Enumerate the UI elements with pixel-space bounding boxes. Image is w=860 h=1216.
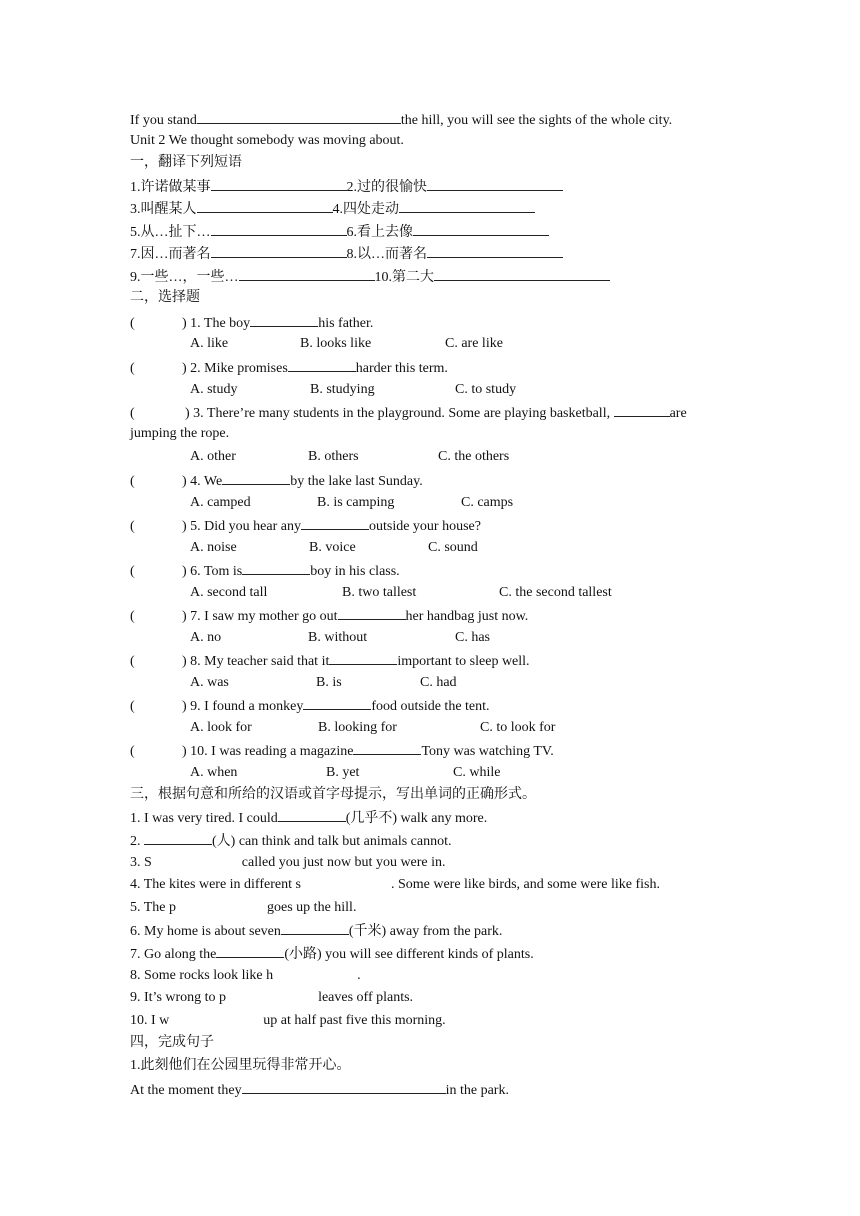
option-a[interactable]: A. no <box>190 630 222 645</box>
mc-options <box>190 719 555 737</box>
option-b[interactable]: B. without <box>308 630 368 645</box>
phrase-row: 3.叫醒某人 4.四处走动 <box>130 199 535 219</box>
answer-paren[interactable]: ) <box>182 609 187 624</box>
mc-options <box>190 381 516 399</box>
mc-options <box>190 629 490 647</box>
answer-blank[interactable] <box>144 831 212 845</box>
section-heading: 四，完成句子 <box>130 1035 214 1050</box>
fill-question: 2. (人) can think and talk but animals cannot. <box>130 831 452 851</box>
mc-question: ( ) 2. Mike promises harder this term. <box>130 358 448 378</box>
option-c[interactable]: C. the others <box>438 449 510 464</box>
section-heading: 三，根据句意和所给的汉语或首字母提示，写出单词的正确形式。 <box>130 787 536 802</box>
answer-blank[interactable] <box>301 516 369 530</box>
answer-blank[interactable] <box>197 199 333 213</box>
answer-blank[interactable] <box>614 403 670 417</box>
mc-options <box>190 494 513 512</box>
mc-options <box>190 539 478 557</box>
option-c[interactable]: C. while <box>453 765 501 780</box>
option-c[interactable]: C. has <box>455 630 490 645</box>
answer-blank[interactable] <box>211 222 347 236</box>
mc-question: ( ) 8. My teacher said that it important to sleep well. <box>130 651 530 671</box>
phrase-row: 9.一些…，一些… 10.第二大 <box>130 267 610 287</box>
answer-blank[interactable] <box>250 313 318 327</box>
answer-blank[interactable] <box>239 267 375 281</box>
complete-question-cn: 1.此刻他们在公园里玩得非常开心。 <box>130 1058 351 1073</box>
answer-paren[interactable]: ) <box>182 654 187 669</box>
section-heading: 二，选择题 <box>130 290 200 305</box>
answer-blank[interactable] <box>197 110 401 124</box>
option-c[interactable]: C. sound <box>428 540 478 555</box>
answer-paren[interactable]: ) <box>182 699 187 714</box>
option-b[interactable]: B. is camping <box>317 495 395 510</box>
option-b[interactable]: B. two tallest <box>342 585 417 600</box>
answer-blank[interactable] <box>413 222 549 236</box>
fill-question: 1. I was very tired. I could (几乎不) walk any more. <box>130 808 487 828</box>
mc-options <box>190 335 503 353</box>
answer-paren[interactable]: ) <box>185 406 190 421</box>
fill-question: 5. The p goes up the hill. <box>130 900 357 915</box>
mc-question-continued: jumping the rope. <box>130 426 230 441</box>
answer-blank[interactable] <box>434 267 610 281</box>
phrase-row: 7.因…而著名 8.以…而著名 <box>130 244 563 264</box>
option-a[interactable]: A. camped <box>190 495 251 510</box>
mc-question: ( ) 3. There’re many students in the playground. Some are playing basketball, are <box>130 403 687 423</box>
option-c[interactable]: C. to look for <box>480 720 556 735</box>
answer-paren[interactable]: ) <box>182 519 187 534</box>
answer-blank[interactable] <box>222 471 290 485</box>
option-b[interactable]: B. yet <box>326 765 360 780</box>
answer-blank[interactable] <box>329 651 397 665</box>
unit-title: Unit 2 We thought somebody was moving about. <box>130 133 404 148</box>
answer-blank[interactable] <box>399 199 535 213</box>
option-b[interactable]: B. others <box>308 449 359 464</box>
mc-options <box>190 584 612 602</box>
answer-paren[interactable]: ) <box>182 361 187 376</box>
option-c[interactable]: C. had <box>420 675 457 690</box>
phrase-row: 5.从…扯下… 6.看上去像 <box>130 222 549 242</box>
section-heading: 一，翻译下列短语 <box>130 155 242 170</box>
option-a[interactable]: A. other <box>190 449 236 464</box>
complete-question: At the moment they in the park. <box>130 1080 509 1100</box>
option-a[interactable]: A. like <box>190 336 229 351</box>
answer-blank[interactable] <box>353 741 421 755</box>
option-b[interactable]: B. voice <box>309 540 356 555</box>
answer-blank[interactable] <box>211 244 347 258</box>
option-b[interactable]: B. looks like <box>300 336 372 351</box>
mc-question: ( ) 7. I saw my mother go out her handbag just now. <box>130 606 528 626</box>
mc-question: ( ) 5. Did you hear any outside your house? <box>130 516 481 536</box>
answer-paren[interactable]: ) <box>182 744 187 759</box>
fill-question: 3. S called you just now but you were in. <box>130 855 446 870</box>
option-b[interactable]: B. studying <box>310 382 375 397</box>
fill-question: 10. I w up at half past five this morning. <box>130 1013 446 1028</box>
option-b[interactable]: B. looking for <box>318 720 397 735</box>
option-a[interactable]: A. noise <box>190 540 237 555</box>
mc-options <box>190 448 509 466</box>
answer-blank[interactable] <box>338 606 406 620</box>
phrase-row: 1.许诺做某事 2.过的很愉快 <box>130 177 563 197</box>
option-b[interactable]: B. is <box>316 675 342 690</box>
option-a[interactable]: A. was <box>190 675 229 690</box>
answer-blank[interactable] <box>216 944 284 958</box>
fill-question: 4. The kites were in different s . Some were like birds, and some were like fish. <box>130 877 660 892</box>
intro-sentence: If you stand the hill, you will see the sights of the whole city. <box>130 110 672 130</box>
answer-blank[interactable] <box>242 561 310 575</box>
answer-blank[interactable] <box>427 177 563 191</box>
option-c[interactable]: C. camps <box>461 495 514 510</box>
mc-options <box>190 674 457 692</box>
mc-question: ( ) 1. The boy his father. <box>130 313 373 333</box>
mc-question: ( ) 6. Tom is boy in his class. <box>130 561 400 581</box>
option-a[interactable]: A. second tall <box>190 585 268 600</box>
answer-blank[interactable] <box>281 921 349 935</box>
answer-blank[interactable] <box>303 696 371 710</box>
option-a[interactable]: A. when <box>190 765 238 780</box>
answer-blank[interactable] <box>278 808 346 822</box>
mc-options <box>190 764 500 782</box>
fill-question: 8. Some rocks look like h . <box>130 968 361 983</box>
option-c[interactable]: C. the second tallest <box>499 585 612 600</box>
answer-paren[interactable]: ) <box>182 564 187 579</box>
answer-blank[interactable] <box>211 177 347 191</box>
option-a[interactable]: A. study <box>190 382 238 397</box>
mc-question: ( ) 10. I was reading a magazine Tony was watching TV. <box>130 741 554 761</box>
answer-blank[interactable] <box>242 1080 446 1094</box>
fill-question: 9. It’s wrong to p leaves off plants. <box>130 990 414 1005</box>
answer-blank[interactable] <box>427 244 563 258</box>
mc-question: ( ) 9. I found a monkey food outside the tent. <box>130 696 490 716</box>
option-c[interactable]: C. are like <box>445 336 503 351</box>
mc-question: ( ) 4. We by the lake last Sunday. <box>130 471 423 491</box>
answer-paren[interactable]: ) <box>182 316 187 331</box>
fill-question: 6. My home is about seven (千米) away from the park. <box>130 921 502 941</box>
option-a[interactable]: A. look for <box>190 720 252 735</box>
answer-paren[interactable]: ) <box>182 474 187 489</box>
option-c[interactable]: C. to study <box>455 382 517 397</box>
answer-blank[interactable] <box>288 358 356 372</box>
fill-question: 7. Go along the (小路) you will see different kinds of plants. <box>130 944 534 964</box>
